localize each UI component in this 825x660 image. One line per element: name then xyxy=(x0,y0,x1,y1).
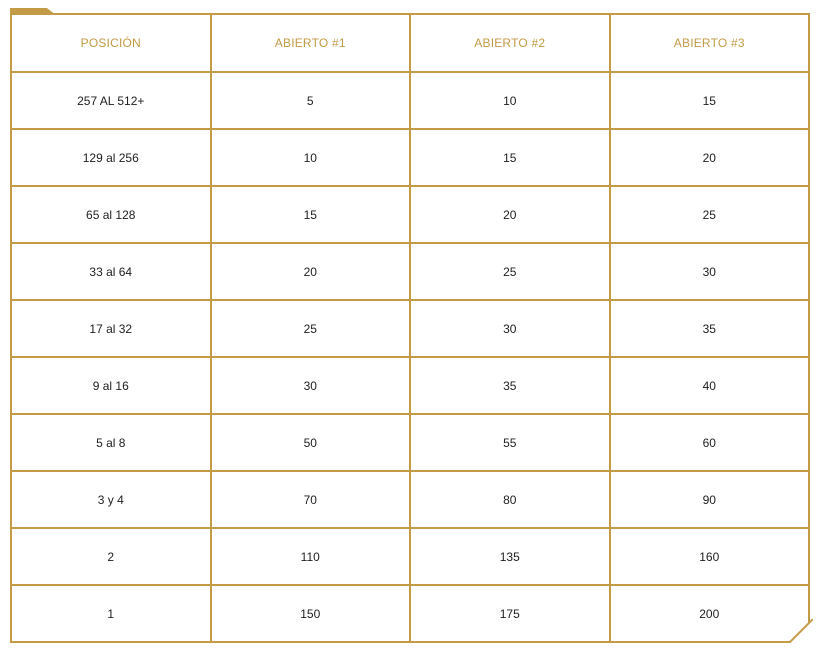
position-cell: 3 y 4 xyxy=(11,471,211,528)
header-position: POSICIÓN xyxy=(11,14,211,72)
table-row xyxy=(11,585,809,642)
header-row xyxy=(11,14,809,72)
position-cell: 9 al 16 xyxy=(11,357,211,414)
table-row xyxy=(11,357,809,414)
open-1-cell: 10 xyxy=(211,129,411,186)
table-row xyxy=(11,186,809,243)
open-2-cell: 25 xyxy=(410,243,610,300)
open-3-cell: 30 xyxy=(610,243,810,300)
open-3-cell: 15 xyxy=(610,72,810,129)
open-3-cell: 25 xyxy=(610,186,810,243)
open-1-cell: 50 xyxy=(211,414,411,471)
table-row xyxy=(11,300,809,357)
open-3-cell: 60 xyxy=(610,414,810,471)
corner-bevel-line xyxy=(789,619,813,643)
position-cell: 2 xyxy=(11,528,211,585)
open-3-cell: 35 xyxy=(610,300,810,357)
table-row xyxy=(11,72,809,129)
table-row xyxy=(11,414,809,471)
open-1-cell: 110 xyxy=(211,528,411,585)
open-2-cell: 30 xyxy=(410,300,610,357)
open-1-cell: 70 xyxy=(211,471,411,528)
open-2-cell: 175 xyxy=(410,585,610,642)
open-3-cell: 40 xyxy=(610,357,810,414)
open-2-cell: 10 xyxy=(410,72,610,129)
header-open-2: ABIERTO #2 xyxy=(410,14,610,72)
open-2-cell: 80 xyxy=(410,471,610,528)
position-cell: 257 AL 512+ xyxy=(11,72,211,129)
position-cell: 1 xyxy=(11,585,211,642)
position-cell: 17 al 32 xyxy=(11,300,211,357)
position-cell: 5 al 8 xyxy=(11,414,211,471)
open-2-cell: 35 xyxy=(410,357,610,414)
open-3-cell: 20 xyxy=(610,129,810,186)
position-cell: 65 al 128 xyxy=(11,186,211,243)
open-2-cell: 20 xyxy=(410,186,610,243)
open-1-cell: 150 xyxy=(211,585,411,642)
table-row xyxy=(11,471,809,528)
points-table xyxy=(10,13,810,643)
open-2-cell: 15 xyxy=(410,129,610,186)
header-open-3: ABIERTO #3 xyxy=(610,14,810,72)
open-1-cell: 20 xyxy=(211,243,411,300)
open-3-cell: 160 xyxy=(610,528,810,585)
table-row xyxy=(11,528,809,585)
open-2-cell: 135 xyxy=(410,528,610,585)
table-row xyxy=(11,243,809,300)
open-1-cell: 15 xyxy=(211,186,411,243)
open-1-cell: 30 xyxy=(211,357,411,414)
open-2-cell: 55 xyxy=(410,414,610,471)
open-1-cell: 25 xyxy=(211,300,411,357)
open-3-cell: 200 xyxy=(610,585,810,642)
position-cell: 33 al 64 xyxy=(11,243,211,300)
open-1-cell: 5 xyxy=(211,72,411,129)
table-row xyxy=(11,129,809,186)
position-cell: 129 al 256 xyxy=(11,129,211,186)
open-3-cell: 90 xyxy=(610,471,810,528)
header-open-1: ABIERTO #1 xyxy=(211,14,411,72)
